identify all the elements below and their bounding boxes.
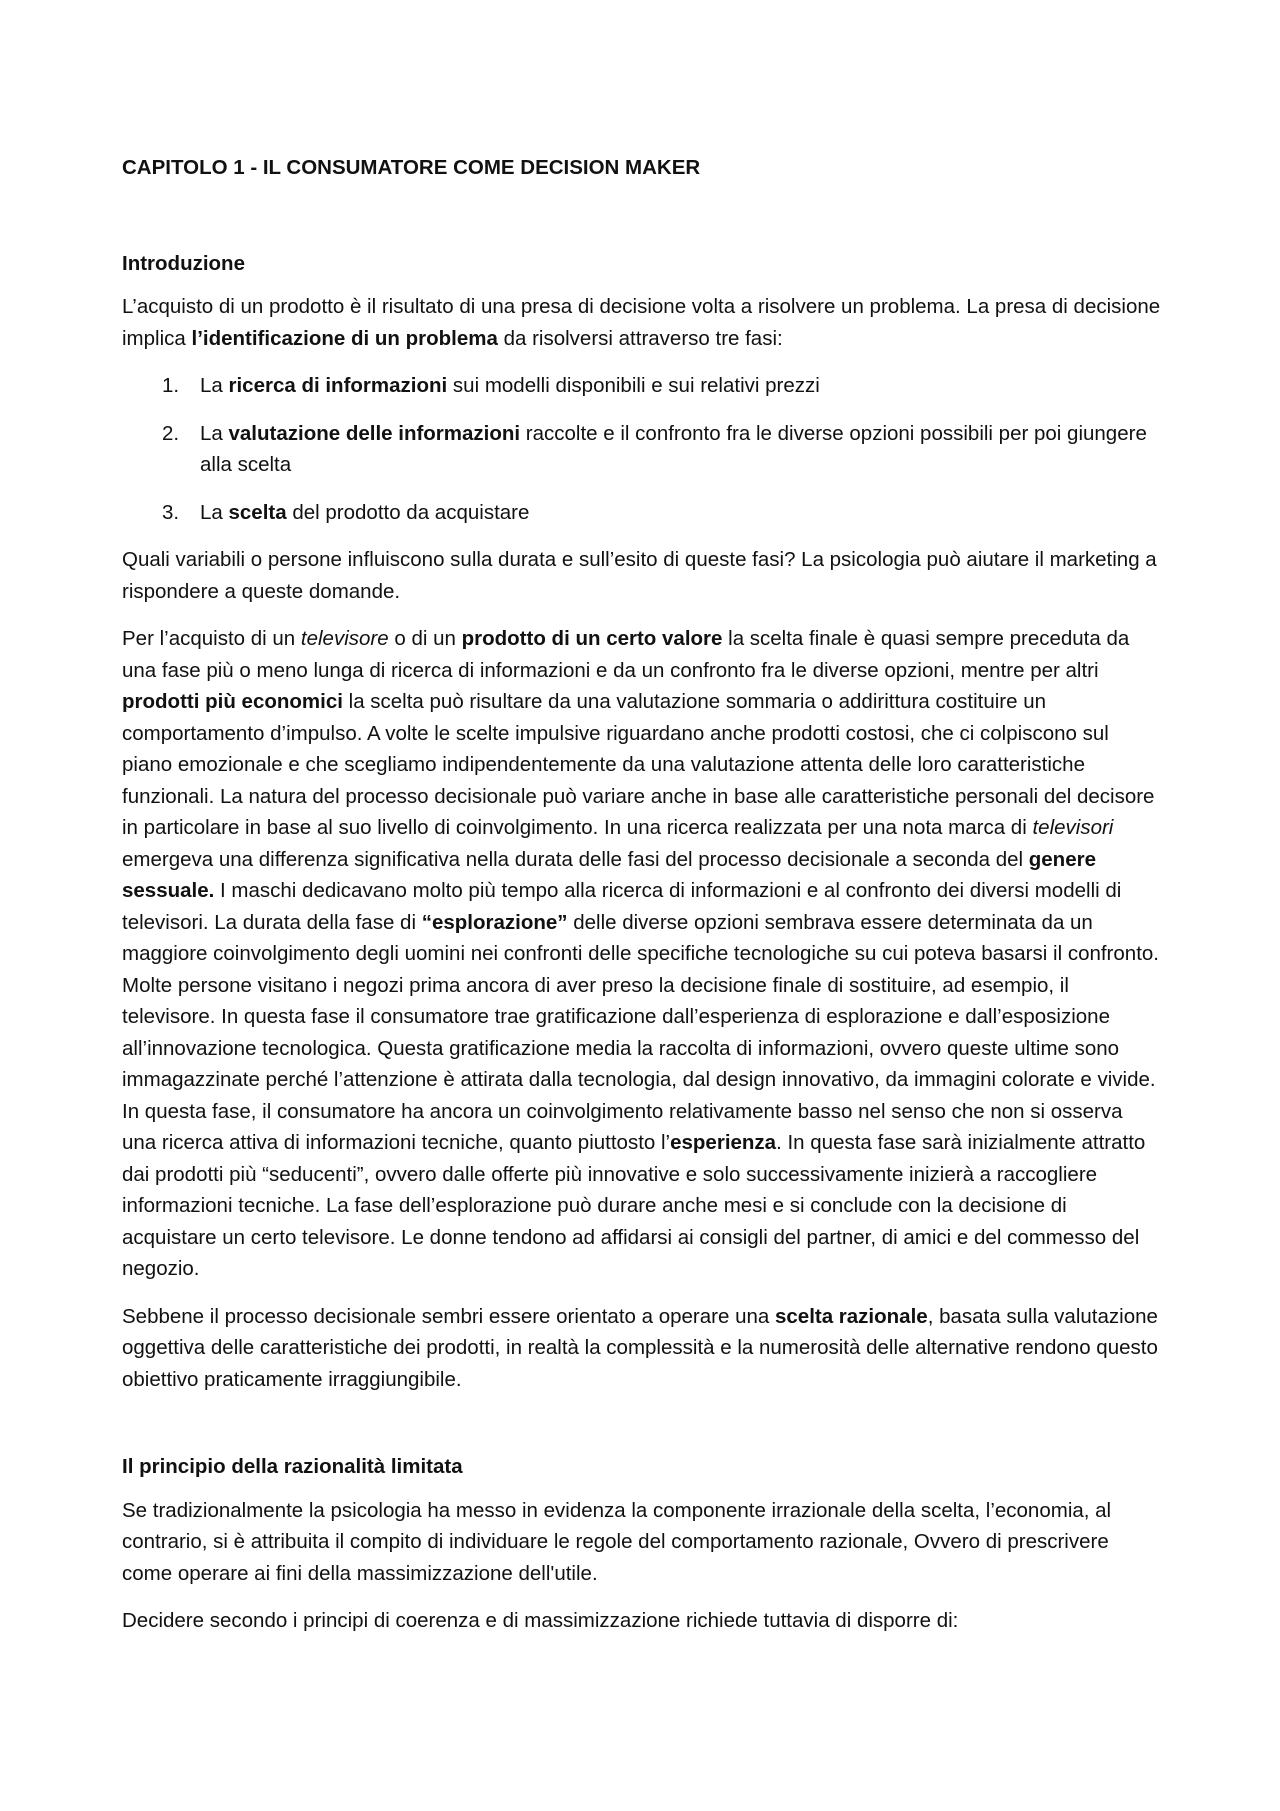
body-paragraph (122, 623, 1162, 1285)
section-heading-introduzione: Introduzione (122, 251, 245, 275)
section-heading-razionalita-limitata: Il principio della razionalità limitata (122, 1455, 463, 1478)
list-item (162, 370, 1162, 402)
list-item-text (200, 374, 820, 397)
text-run: la scelta finale è quasi sempre preceduta da una fase più o meno lunga di ricerca di informazioni e da un confronto fra le diverse opzioni, mentre per altri (122, 627, 1130, 682)
italic-text: televisore (300, 627, 389, 650)
bold-text: ricerca di informazioni (228, 374, 448, 397)
list-number: 1. (162, 374, 180, 397)
list-item (162, 418, 1162, 481)
text-run: Se tradizionalmente la psicologia ha messo in evidenza la componente irrazionale della scelta, l’economia, al contrario, si è attribuita il compito di individuare le regole del comportamento razionale, Ovvero di prescrivere come operare ai fini della massimizzazione dell'utile. (122, 1498, 1112, 1585)
text-run: del prodotto da acquistare (286, 500, 530, 524)
text-run: la scelta può risultare da una valutazione sommaria o addirittura costituire un comportamento d’impulso. A volte le scelte impulsive riguardano anche prodotti costosi, che ci colpiscono sul piano emozionale e che scegliamo indipendentemente da una valutazione attenta delle loro caratteristiche funzionali. La natura del processo decisionale può variare anche in base alle caratteristiche personali del decisore in particolare in base al suo livello di coinvolgimento. In una ricerca realizzata per una nota marca di (122, 690, 1155, 839)
text-run: L’acquisto di un prodotto è il risultato di una presa di decisione volta a risolvere un problema. La presa di decisione implica (122, 295, 1161, 350)
body-paragraph (122, 1495, 1162, 1590)
list-item-text (200, 422, 1147, 477)
text-run: I maschi dedicavano molto più tempo alla ricerca di informazioni e al confronto dei diversi modelli di televisori. La durata della fase di (122, 879, 1122, 934)
body-paragraph (122, 1605, 1162, 1637)
italic-text: televisori (1032, 816, 1114, 839)
bold-text: scelta razionale (774, 1304, 928, 1328)
list-item (162, 497, 1162, 529)
text-run: o di un (388, 627, 462, 650)
bold-text: valutazione delle informazioni (228, 421, 521, 445)
chapter-title: CAPITOLO 1 - IL CONSUMATORE COME DECISION MAKER (122, 156, 701, 179)
bold-text: scelta (228, 500, 287, 524)
list-number: 2. (162, 421, 180, 445)
list-item-text (200, 501, 529, 524)
bold-text: esperienza (670, 1131, 777, 1154)
text-run: Sebbene il processo decisionale sembri essere orientato a operare una (122, 1304, 775, 1328)
text-run: , basata sulla valutazione oggettiva delle caratteristiche dei prodotti, in realtà la complessità e la numerosità delle alternative rendono questo obiettivo praticamente irraggiungibile. (122, 1304, 1158, 1391)
document-page (122, 152, 1162, 1653)
text-run: La (200, 374, 229, 397)
text-run: Quali variabili o persone influiscono sulla durata e sull’esito di queste fasi? La psicologia può aiutare il marketing a rispondere a queste domande. (122, 548, 1157, 603)
body-paragraph (122, 1301, 1162, 1396)
bold-text: prodotti più economici (122, 690, 343, 713)
phases-list (122, 370, 1162, 528)
bold-text: genere sessuale. (122, 847, 1096, 902)
text-run: da risolversi attraverso tre fasi: (497, 326, 783, 350)
text-run: Per l’acquisto di un (122, 627, 301, 650)
text-run: Decidere secondo i principi di coerenza e di massimizzazione richiede tuttavia di disporre di: (122, 1609, 959, 1632)
text-run: La (200, 421, 229, 445)
text-run: delle diverse opzioni sembrava essere determinata da un maggiore coinvolgimento degli uomini nei confronti delle specifiche tecnologiche su cui poteva basarsi il confronto. Molte persone visitano i negozi prima ancora di aver preso la decisione finale di sostituire, ad esempio, il televisore. In questa fase il consumatore trae gratificazione dall’esperienza di esplorazione e dall’esposizione all’innovazione tecnologica. Questa gratificazione media la raccolta di informazioni, ovvero queste ultime sono immagazzinate perché l’attenzione è attirata dalla tecnologia, dal design innovativo, da immagini colorate e vivide. In questa fase, il consumatore ha ancora un coinvolgimento relativamente basso nel senso che non si osserva una ricerca attiva di informazioni tecniche, quanto piuttosto l’ (122, 910, 1159, 1154)
text-run: raccolte e il confronto fra le diverse opzioni possibili per poi giungere alla scelta (200, 421, 1147, 476)
text-run: sui modelli disponibili e sui relativi prezzi (447, 374, 820, 397)
text-run: emergeva una differenza significativa nella durata delle fasi del processo decisionale a seconda del (122, 847, 1029, 871)
bold-text: prodotto di un certo valore (461, 627, 723, 650)
text-run: La (200, 500, 229, 524)
body-paragraph (122, 544, 1162, 607)
bold-text: “esplorazione” (421, 910, 568, 934)
bold-text: l’identificazione di un problema (191, 326, 498, 350)
list-number: 3. (162, 500, 180, 524)
text-run: . In questa fase sarà inizialmente attratto dai prodotti più “seducenti”, ovvero dalle offerte più innovative e solo successivamente inizierà a raccogliere informazioni tecniche. La fase dell’esplorazione può durare anche mesi e si conclude con la decisione di acquistare un certo televisore. Le donne tendono ad affidarsi ai consigli del partner, di amici e del commesso del negozio. (122, 1131, 1146, 1280)
intro-paragraph (122, 291, 1162, 354)
